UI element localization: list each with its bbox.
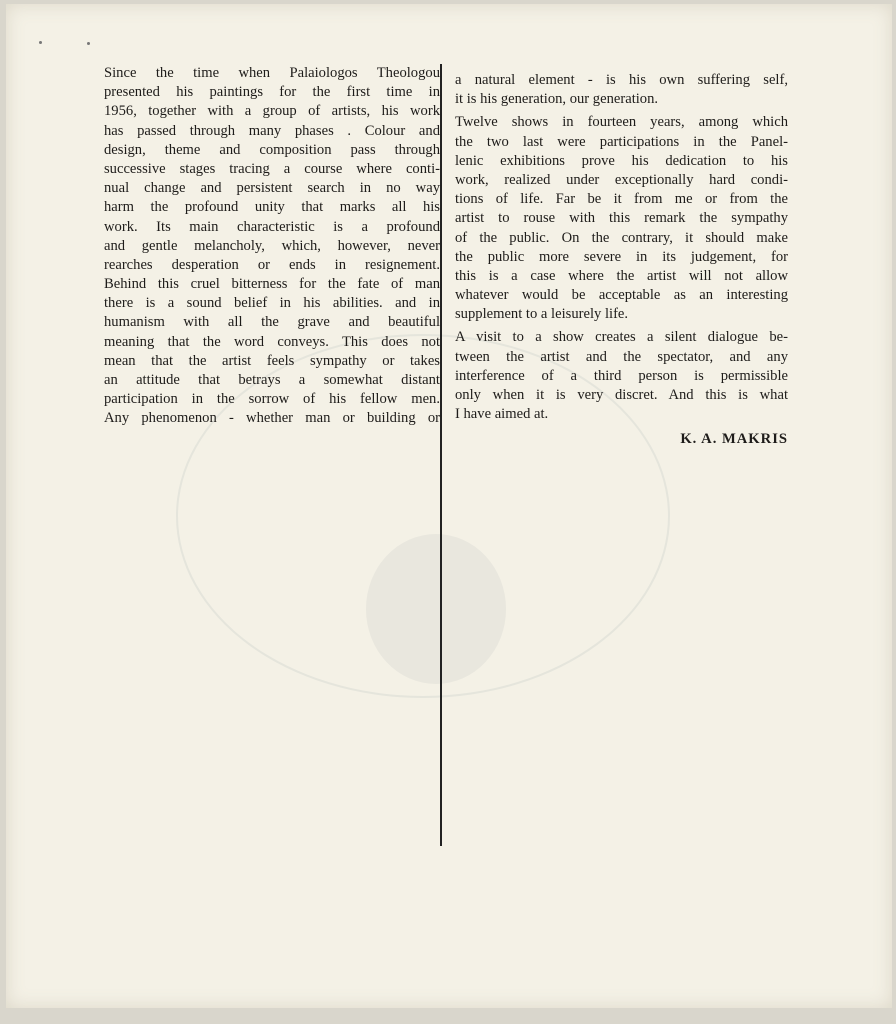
left-text-column [104,64,440,433]
text-line: the public more severe in its judgement, for [455,248,788,265]
text-line: participation in the sorrow of his fellow men. [104,391,440,408]
text-line: only when it is very discret. And this is what [455,387,788,403]
show-through-blob [366,534,506,684]
text-line: this is a case where the artist will not allow [455,267,788,284]
text-line: it is his generation, our generation. [455,91,659,108]
text-line: work. Its main characteristic is a profound [104,218,440,235]
text-line: presented his paintings for the first time in [104,84,440,101]
text-line: a natural element - is his own suffering self, [455,72,788,88]
text-line: has passed through many phases . Colour and [104,122,440,139]
paper-speck [39,41,42,44]
text-line: Twelve shows in fourteen years, among which [455,114,788,131]
text-line: successive stages tracing a course where conti- [104,160,440,177]
text-line: mean that the artist feels sympathy or takes [104,352,440,369]
text-line: rearches desperation or ends in resignement. [104,256,440,273]
text-line: artist to rouse with this remark the sympathy [455,210,788,227]
text-line: meaning that the word conveys. This does not [104,333,440,350]
paragraph [104,64,440,429]
text-line: harm the profound unity that marks all his [104,199,440,216]
text-line: supplement to a leisurely life. [455,306,629,323]
text-line: 1956, together with a group of artists, his work [104,103,440,120]
text-line: tween the artist and the spectator, and any [455,348,788,365]
text-line: nual change and persistent search in no way [104,180,440,197]
text-line: tions of life. Far be it from me or from the [455,191,788,208]
text-line: design, theme and composition pass through [104,141,440,158]
text-line: work, realized under exceptionally hard condi- [455,171,788,188]
text-line: the two last were participations in the Panel- [455,133,788,150]
author-signature: K. A. MAKRIS [680,431,788,448]
paragraph [455,328,788,424]
text-line: whatever would be acceptable as an interesting [455,287,788,304]
text-line: interference of a third person is permissible [455,367,788,384]
column-divider [440,64,442,846]
text-line: lenic exhibitions prove his dedication to his [455,152,788,169]
text-line: Behind this cruel bitterness for the fate of man [104,276,440,293]
paragraph [455,71,788,109]
text-line: of the public. On the contrary, it should make [455,229,788,246]
text-line: Since the time when Palaiologos Theologou [104,65,440,81]
text-line: I have aimed at. [455,406,549,423]
text-line: humanism with all the grave and beautiful [104,314,440,331]
paragraph [455,113,788,324]
paper-speck [87,42,90,45]
text-line: there is a sound belief in his abilities. and in [104,295,440,312]
text-line: Any phenomenon - whether man or building or [104,410,440,427]
right-text-column [455,71,788,450]
text-line: and gentle melancholy, which, however, never [104,237,440,254]
text-line: A visit to a show creates a silent dialogue be- [455,329,788,346]
text-line: an attitude that betrays a somewhat distant [104,372,440,388]
